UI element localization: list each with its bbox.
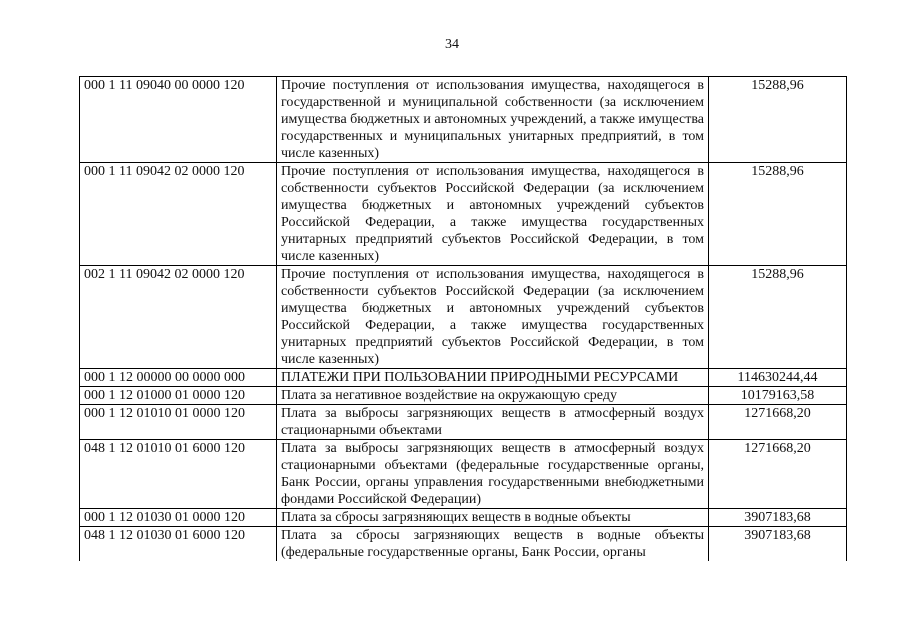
- table-row: [80, 369, 847, 387]
- budget-code-cell: 000 1 12 01000 01 0000 120: [80, 387, 277, 405]
- table-row: [80, 527, 847, 562]
- table-row: [80, 163, 847, 266]
- budget-code-cell: 000 1 11 09042 02 0000 120: [80, 163, 277, 266]
- table-row: [80, 440, 847, 509]
- revenue-name-cell: ПЛАТЕЖИ ПРИ ПОЛЬЗОВАНИИ ПРИРОДНЫМИ РЕСУРСАМИ: [277, 369, 709, 387]
- revenue-name-cell: Плата за негативное воздействие на окружающую среду: [277, 387, 709, 405]
- budget-code-cell: 002 1 11 09042 02 0000 120: [80, 266, 277, 369]
- amount-cell: 3907183,68: [709, 527, 847, 562]
- revenue-name-cell: Прочие поступления от использования имущества, находящегося в собственности субъектов Российской Федерации (за исключением имущества бюджетных и автономных учреждений субъектов Российской Федерации, а также имущества государственных унитарных предприятий субъектов Российской Федерации, в том числе казенных): [277, 163, 709, 266]
- amount-cell: 114630244,44: [709, 369, 847, 387]
- table-row: [80, 387, 847, 405]
- budget-code-cell: 048 1 12 01010 01 6000 120: [80, 440, 277, 509]
- amount-cell: 10179163,58: [709, 387, 847, 405]
- table-row: [80, 509, 847, 527]
- table-row: [80, 266, 847, 369]
- revenue-name-cell: Прочие поступления от использования имущества, находящегося в государственной и муниципальной собственности (за исключением имущества бюджетных и автономных учреждений, а также имущества государственных и муниципальных унитарных предприятий, в том числе казенных): [277, 77, 709, 163]
- table-row: [80, 405, 847, 440]
- revenue-name-cell: Плата за сбросы загрязняющих веществ в водные объекты: [277, 509, 709, 527]
- amount-cell: 1271668,20: [709, 440, 847, 509]
- budget-code-cell: 000 1 12 01030 01 0000 120: [80, 509, 277, 527]
- revenue-name-cell: Плата за сбросы загрязняющих веществ в водные объекты (федеральные государственные органы, Банк России, органы: [277, 527, 709, 562]
- revenue-table: [79, 76, 847, 561]
- revenue-name-cell: Плата за выбросы загрязняющих веществ в атмосферный воздух стационарными объектами (федеральные государственные органы, Банк России, органы управления государственными внебюджетными фондами Российской Федерации): [277, 440, 709, 509]
- table-row: [80, 77, 847, 163]
- page-number: 34: [445, 37, 459, 52]
- amount-cell: 3907183,68: [709, 509, 847, 527]
- amount-cell: 1271668,20: [709, 405, 847, 440]
- revenue-name-cell: Прочие поступления от использования имущества, находящегося в собственности субъектов Российской Федерации (за исключением имущества бюджетных и автономных учреждений субъектов Российской Федерации, а также имущества государственных унитарных предприятий субъектов Российской Федерации, в том числе казенных): [277, 266, 709, 369]
- amount-cell: 15288,96: [709, 266, 847, 369]
- amount-cell: 15288,96: [709, 77, 847, 163]
- budget-code-cell: 000 1 12 00000 00 0000 000: [80, 369, 277, 387]
- amount-cell: 15288,96: [709, 163, 847, 266]
- budget-code-cell: 000 1 12 01010 01 0000 120: [80, 405, 277, 440]
- budget-code-cell: 000 1 11 09040 00 0000 120: [80, 77, 277, 163]
- budget-code-cell: 048 1 12 01030 01 6000 120: [80, 527, 277, 562]
- revenue-name-cell: Плата за выбросы загрязняющих веществ в атмосферный воздух стационарными объектами: [277, 405, 709, 440]
